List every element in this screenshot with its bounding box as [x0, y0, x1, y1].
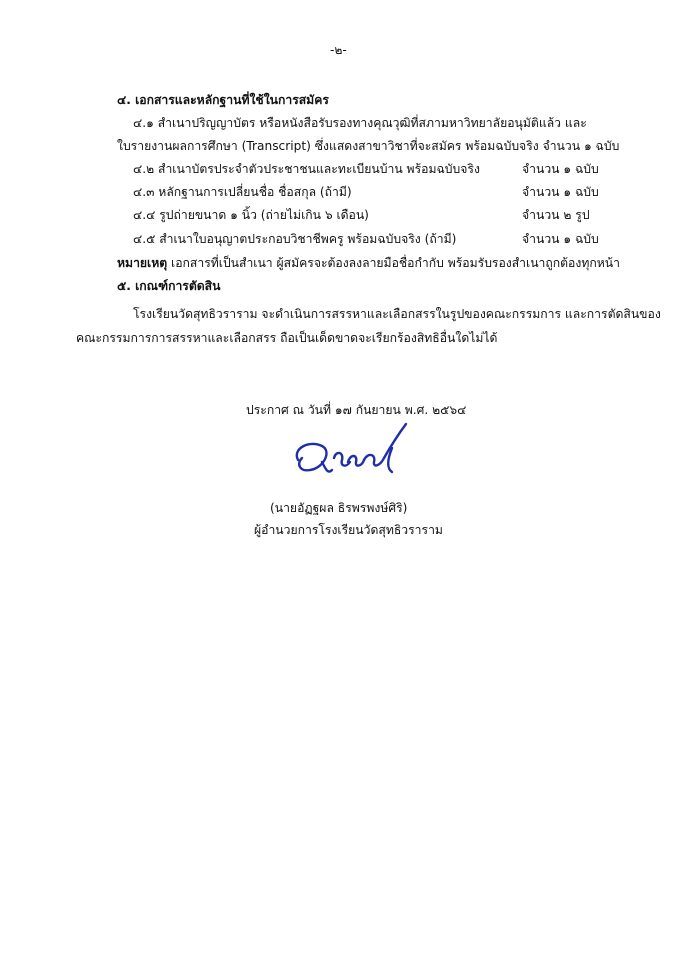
item-4-4-quantity: จำนวน ๒ รูป [522, 208, 590, 222]
signature-image [288, 418, 416, 490]
item-4-1-line-2: ใบรายงานผลการศึกษา (Transcript) ซึ่งแสดงสาขาวิชาที่จะสมัคร พร้อมฉบับจริง จำนวน ๑ ฉบับ [117, 139, 620, 153]
item-4-4-text: ๔.๔ รูปถ่ายขนาด ๑ นิ้ว (ถ่ายไม่เกิน ๖ เดือน) [133, 208, 369, 222]
announcement-date: ประกาศ ณ วันที่ ๑๗ กันยายน พ.ศ. ๒๕๖๔ [246, 403, 467, 417]
page-number: -๒- [330, 43, 347, 57]
section-5-line-1: โรงเรียนวัดสุทธิวราราม จะดำเนินการสรรหาและเลือกสรรในรูปของคณะกรรมการ และการตัดสินของ [133, 307, 661, 321]
signer-name: (นายอัฏฐผล ธิรพรพงษ์ศิริ) [270, 501, 408, 515]
item-4-3-quantity: จำนวน ๑ ฉบับ [522, 185, 599, 199]
section-5-line-2: คณะกรรมการการสรรหาและเลือกสรร ถือเป็นเด็ดขาดจะเรียกร้องสิทธิอื่นใดไม่ได้ [76, 331, 498, 345]
section-4-heading: ๔. เอกสารและหลักฐานที่ใช้ในการสมัคร [117, 93, 329, 107]
signer-position: ผู้อำนวยการโรงเรียนวัดสุทธิวราราม [254, 523, 443, 537]
item-4-1-line-1: ๔.๑ สำเนาปริญญาบัตร หรือหนังสือรับรองทางคุณวุฒิที่สภามหาวิทยาลัยอนุมัติแล้ว และ [133, 116, 587, 130]
item-4-5-quantity: จำนวน ๑ ฉบับ [522, 232, 599, 246]
item-4-2-quantity: จำนวน ๑ ฉบับ [522, 162, 599, 176]
item-4-3-text: ๔.๓ หลักฐานการเปลี่ยนชื่อ ชื่อสกุล (ถ้ามี) [133, 185, 352, 199]
item-4-5-text: ๔.๕ สำเนาใบอนุญาตประกอบวิชาชีพครู พร้อมฉบับจริง (ถ้ามี) [133, 232, 457, 246]
item-4-2-text: ๔.๒ สำเนาบัตรประจำตัวประชาชนและทะเบียนบ้าน พร้อมฉบับจริง [133, 162, 480, 176]
note-text: เอกสารที่เป็นสำเนา ผู้สมัครจะต้องลงลายมือชื่อกำกับ พร้อมรับรองสำเนาถูกต้องทุกหน้า [167, 256, 620, 270]
section-5-heading: ๕. เกณฑ์การตัดสิน [117, 279, 221, 293]
note-label: หมายเหตุ [117, 256, 168, 270]
note-line [117, 255, 620, 271]
